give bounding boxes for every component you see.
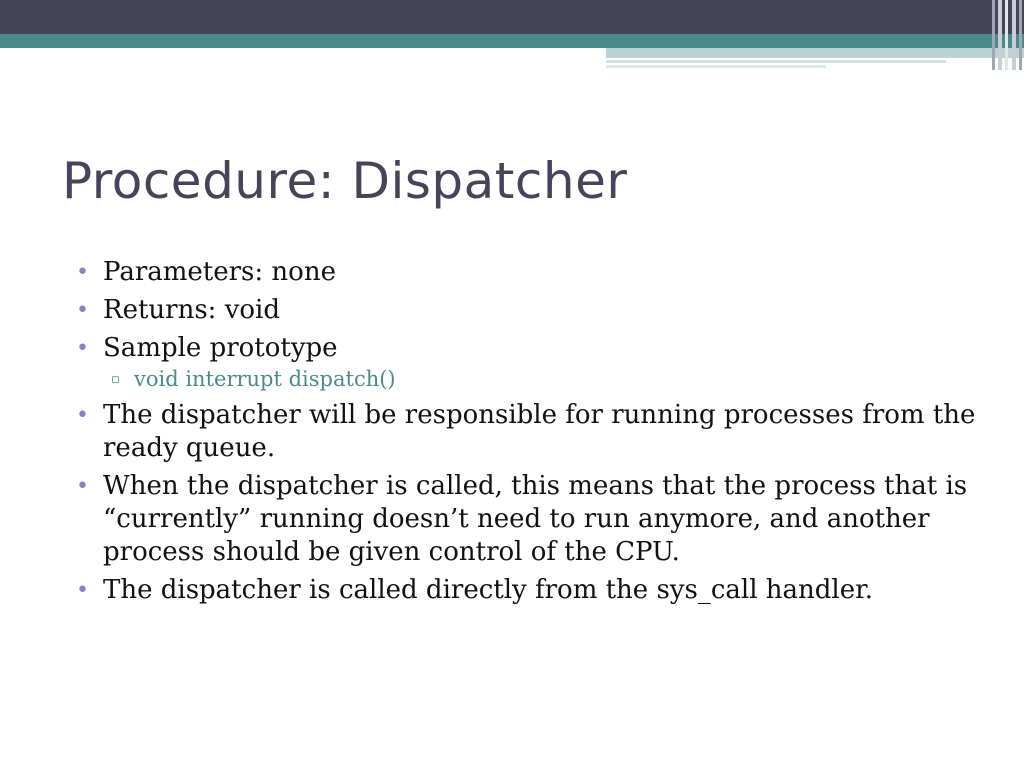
square-bullet-icon: ▫ [111, 372, 120, 387]
bullet-text: Parameters: none [103, 257, 336, 287]
bullet-sys-call [76, 574, 976, 607]
bullet-dot-icon: • [76, 298, 89, 323]
sub-bullet-text: void interrupt dispatch() [134, 367, 396, 391]
bullet-text: When the dispatcher is called, this means that the process that is “currently” running doesn’t need to run anymore, and another process should be given control of the CPU. [103, 471, 968, 567]
header-bar-thin-lower [606, 65, 826, 68]
header-bar-thin [606, 60, 946, 63]
header-bar-teal [0, 34, 1024, 48]
bullet-text: The dispatcher is called directly from the sys_call handler. [103, 575, 873, 605]
sub-bullet-prototype [76, 366, 976, 393]
bullet-text: Sample prototype [103, 333, 338, 363]
bullet-dot-icon: • [76, 578, 89, 603]
header-bar-dark [0, 0, 1024, 34]
bullet-parameters [76, 256, 976, 289]
bullet-dot-icon: • [76, 260, 89, 285]
bullet-returns [76, 294, 976, 327]
slide-title: Procedure: Dispatcher [62, 152, 628, 210]
bullet-list [76, 256, 976, 612]
bullet-dispatcher-called [76, 470, 976, 569]
bullet-dispatcher-responsibility [76, 399, 976, 465]
bullet-text: Returns: void [103, 295, 280, 325]
bullet-dot-icon: • [76, 403, 89, 428]
bullet-text: The dispatcher will be responsible for running processes from the ready queue. [103, 400, 976, 463]
header-bar-light [606, 48, 1024, 58]
bullet-dot-icon: • [76, 474, 89, 499]
bullet-sample-prototype [76, 332, 976, 365]
bullet-dot-icon: • [76, 336, 89, 361]
